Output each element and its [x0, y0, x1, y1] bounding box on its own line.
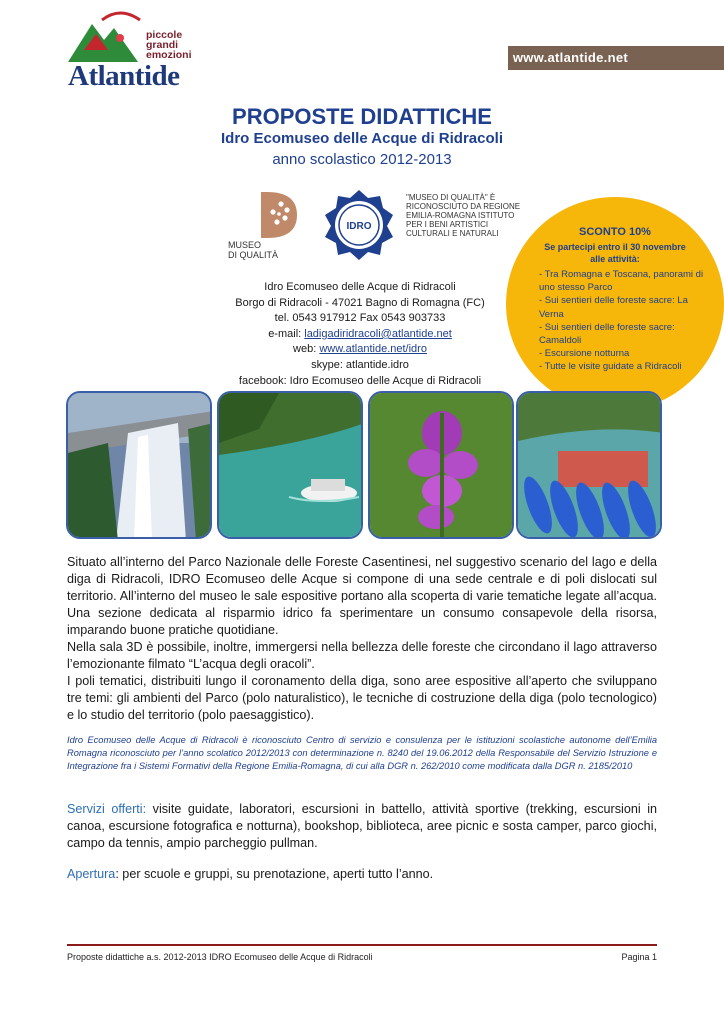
contact-email-line: e-mail: ladigadiridracoli@atlantide.net [268, 327, 452, 340]
legal-note: Idro Ecomuseo delle Acque di Ridracoli è riconosciuto Centro di servizio e consulenza per le istituzioni scolastiche autonome dell’Emilia Romagna riconosciuto per l’anno scolatico 2012/2013 con determinazione n. 8240 del 19.06.2012 della Responsabile del Servizio Istruzione e Integrazione fra i Sistemi Formativi della Regione Emilia-Romagna, di cui alla DGR n. 262/2010 come modificata dalla DGR n. 2185/2010 [67, 735, 657, 771]
logo-brand: Atlantide [68, 60, 180, 92]
museo-qualita-note: "MUSEO DI QUALITÀ" È RICONOSCIUTO DA REGIONE EMILIA-ROMAGNA ISTITUTO PER I BENI ARTISTICI CULTURALI E NATURALI [406, 193, 521, 238]
museo-label: MUSEO DI QUALITÀ [228, 240, 279, 260]
promo-item: - Tutte le visite guidate a Ridracoli [539, 361, 682, 373]
promo-item: - Tra Romagna e Toscana, panorami di uno stesso Parco [539, 269, 704, 294]
website-link[interactable]: www.atlantide.net [512, 50, 628, 65]
contact-block [210, 280, 510, 389]
museo-d-icon [225, 190, 305, 240]
opening-text: : per scuole e gruppi, su prenotazione, aperti tutto l’anno. [115, 867, 434, 881]
header-band [508, 46, 724, 70]
footer-title: Proposte didattiche a.s. 2012-2013 IDRO Ecomuseo delle Acque di Ridracoli [67, 952, 373, 962]
discount-promo-badge [506, 197, 724, 411]
description-paragraph: I poli tematici, distribuiti lungo il coronamento della diga, sono aree espositive all’aperto che sviluppano tre temi: gli ambienti del Parco (polo naturalistico), le tecniche di costruzione della diga (polo tecnologico) e lo studio del territorio (polo paesaggistico). [67, 674, 657, 722]
contact-name: Idro Ecomuseo delle Acque di Ridracoli [264, 281, 456, 293]
opening-label: Apertura [67, 867, 116, 881]
description-text [67, 554, 657, 724]
promo-activity-list [539, 268, 714, 374]
promo-heading: SCONTO 10% [579, 226, 651, 238]
photo-dam-waterfall [66, 391, 212, 539]
description-paragraph: Nella sala 3D è possibile, inoltre, immergersi nella bellezza delle foreste che circondano il lago attraverso l’emozionante filmato “L’acqua degli oracoli”. [67, 640, 657, 671]
contact-address: Borgo di Ridracoli - 47021 Bagno di Romagna (FC) [235, 296, 485, 309]
services-section [67, 801, 657, 852]
contact-phone: tel. 0543 917912 Fax 0543 903733 [274, 312, 446, 325]
idro-badge [322, 188, 396, 262]
promo-item: - Sui sentieri delle foreste sacre: La Verna [539, 295, 688, 320]
school-year: anno scolastico 2012-2013 [272, 151, 452, 168]
page-number: Pagina 1 [621, 952, 657, 962]
promo-item: - Escursione notturna [539, 348, 630, 360]
services-label: Servizi offerti: [67, 802, 147, 816]
contact-skype: skype: atlantide.idro [311, 358, 409, 371]
email-link[interactable]: ladigadiridracoli@atlantide.net [304, 327, 452, 340]
footer-divider [67, 944, 657, 946]
photo-orchid-flower [368, 391, 514, 539]
contact-facebook: facebook: Idro Ecomuseo delle Acque di Ridracoli [238, 374, 482, 387]
atlantide-logo [62, 10, 222, 90]
photo-lake-boat [217, 391, 363, 539]
promo-item: - Sui sentieri delle foreste sacre: Camaldoli [539, 321, 675, 347]
contact-web-line: web: www.atlantide.net/idro [293, 343, 427, 356]
idro-badge-text: IDRO [346, 221, 372, 232]
logo-tagline: piccole grandi emozioni [146, 29, 192, 61]
photo-canoes [516, 391, 662, 539]
web-link[interactable]: www.atlantide.net/idro [319, 343, 427, 356]
museo-qualita-logo [225, 190, 305, 270]
description-paragraph: Situato all’interno del Parco Nazionale delle Foreste Casentinesi, nel suggestivo scenario del lago e della diga di Ridracoli, IDRO Ecomuseo delle Acque si compone di una sede centrale e di poli dislocati sul territorio. All’interno del museo le sale espositive portano alla scoperta di varie tematiche legate all’acqua. Una sezione dedicata al risparmio idrico fa sperimentare un consumo consapevole della risorsa, imparando buone pratiche quotidiane. [67, 555, 657, 637]
opening-section [67, 866, 657, 883]
services-text: visite guidate, laboratori, escursioni in battello, attività sportive (trekking, escursioni in canoa, escursione fotografica e notturna), bookshop, biblioteca, aree picnic e sosta camper, parco giochi, campo da tennis, ampio parcheggio pullman. [67, 802, 657, 850]
promo-subheading: Se partecipi entro il 30 novembre alle attività: [544, 242, 686, 264]
page-title: PROPOSTE DIDATTICHE [232, 104, 492, 129]
page-subtitle: Idro Ecomuseo delle Acque di Ridracoli [220, 130, 503, 147]
